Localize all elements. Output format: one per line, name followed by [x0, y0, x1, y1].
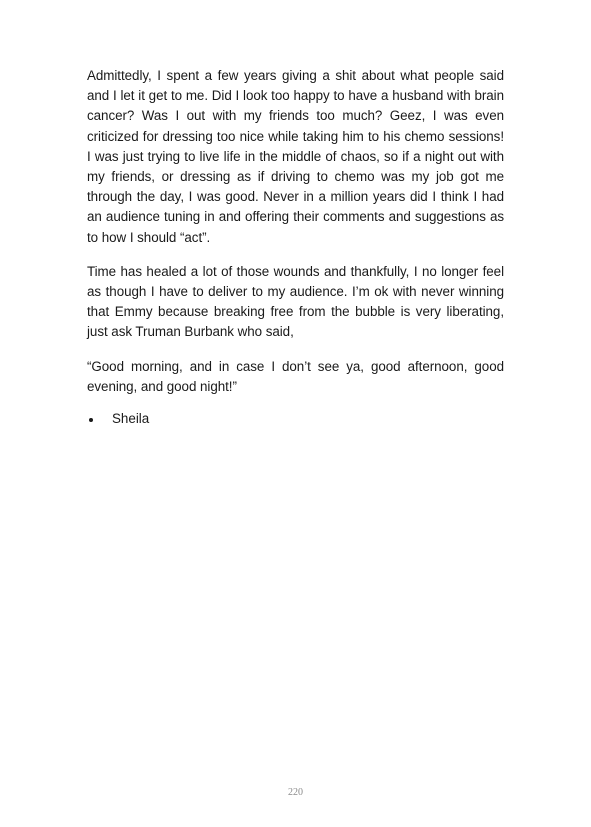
paragraph-time-has-healed: Time has healed a lot of those wounds and thankfully, I no longer feel as though I have to deliver to my audience. I’m ok with never winning that Emmy because breaking free from the bubble is very liberating, just ask Truman Burbank who said, — [87, 263, 504, 340]
page-number: 220 — [288, 787, 303, 798]
body-text — [87, 66, 504, 429]
signature-list-item — [87, 409, 504, 429]
signature-list — [87, 409, 504, 429]
paragraph-admittedly: Admittedly, I spent a few years giving a shit about what people said and I let it get to me. Did I look too happy to have a husband with brain cancer? Was I out with my friends too much? Geez, I was even criticized for dressing too nice while taking him to his chemo sessions! I was just trying to live life in the middle of chaos, so if a night out with my friends, or dressing as if driving to chemo was my job got me through the day, I was good. Never in a million years did I think I had an audience tuning in and offering their comments and suggestions as to how I should “act”. — [87, 68, 504, 245]
paragraph-quote: “Good morning, and in case I don’t see ya, good afternoon, good evening, and good night!” — [87, 358, 504, 394]
bullet-dot-icon — [89, 418, 93, 422]
signature-name: Sheila — [112, 411, 150, 427]
